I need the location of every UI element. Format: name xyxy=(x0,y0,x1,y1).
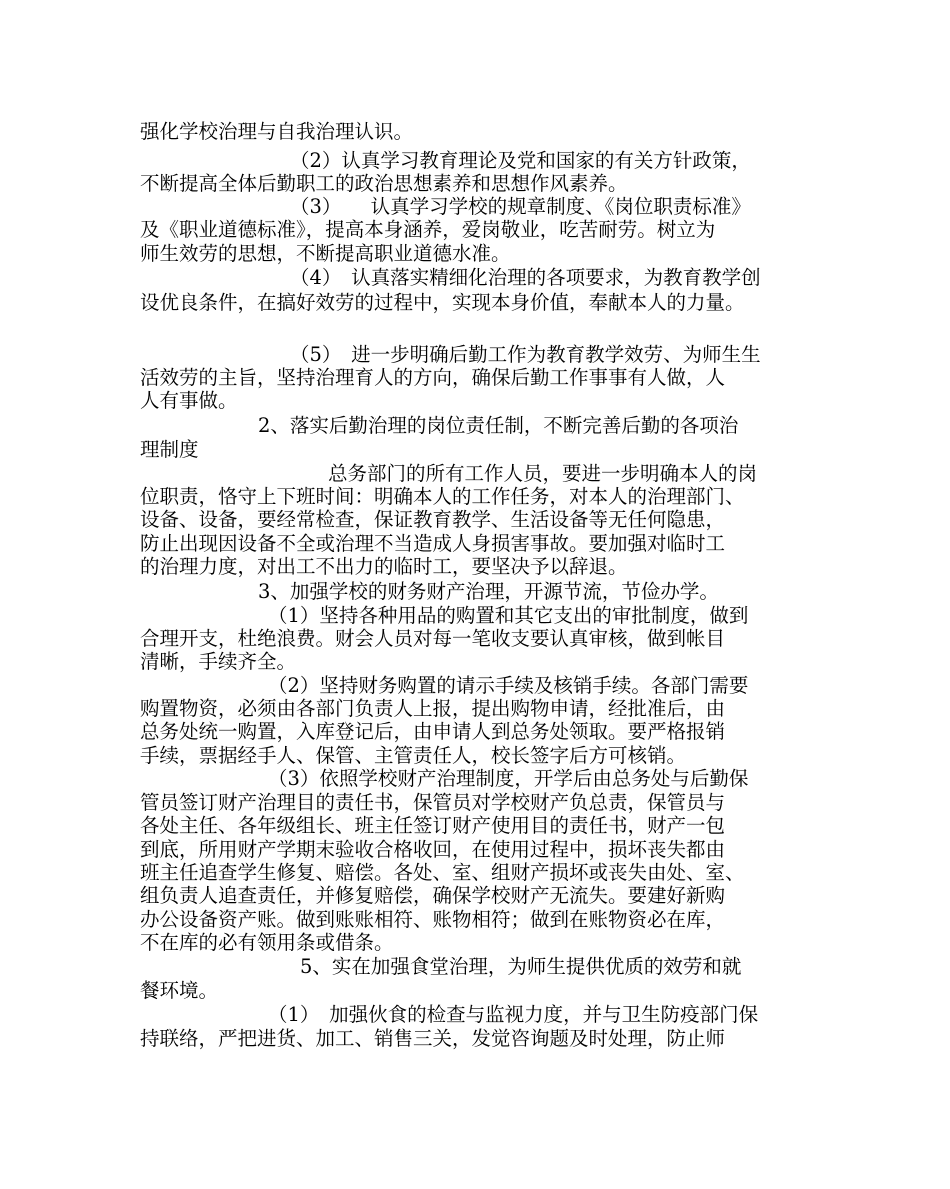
text-line: 手续，票据经手人、保管、主管责任人，校长签字后方可核销。 xyxy=(140,744,687,767)
text-line: 合理开支，杜绝浪费。财会人员对每一笔收支要认真审核，做到帐目 xyxy=(140,627,726,650)
text-line: （1） 加强伙食的检查与监视力度，并与卫生防疫部门保 xyxy=(268,1003,759,1026)
text-line: 到底，所用财产学期末验收合格收回，在使用过程中，损坏丧失都由 xyxy=(140,838,726,861)
text-line: （2）认真学习教育理论及党和国家的有关方针政策， xyxy=(290,149,751,172)
text-line: 各处主任、各年级组长、班主任签订财产使用目的责任书，财产一包 xyxy=(140,814,726,837)
text-line: （2）坚持财务购置的请示手续及核销手续。各部门需要 xyxy=(268,674,749,697)
text-line: 设优良条件，在搞好效劳的过程中，实现本身价值，奉献本人的力量。 xyxy=(140,291,745,314)
text-line: 师生效劳的思想，不断提高职业道德水准。 xyxy=(140,242,511,265)
text-line: 不断提高全体后勤职工的政治思想素养和思想作风素养。 xyxy=(140,172,628,195)
text-line: （1）坚持各种用品的购置和其它支出的审批制度，做到 xyxy=(268,604,749,627)
text-line: 的治理力度，对出工不出力的临时工，要坚决予以辞退。 xyxy=(140,555,628,578)
text-line: 办公设备资产账。做到账账相符、账物相符；做到在账物资必在库， xyxy=(140,908,726,931)
text-line: （5） 进一步明确后勤工作为教育教学效劳、为师生生 xyxy=(290,343,761,366)
text-line: 清晰，手续齐全。 xyxy=(140,650,297,673)
text-line: 活效劳的主旨，坚持治理育人的方向，确保后勤工作事事有人做，人 xyxy=(140,366,726,389)
text-line: 及《职业道德标准》，提高本身涵养，爱岗敬业，吃苦耐劳。树立为 xyxy=(140,218,716,241)
text-line: （4） 认真落实精细化治理的各项要求，为教育教学创 xyxy=(290,266,761,289)
text-line: 持联络，严把进货、加工、销售三关，发觉咨询题及时处理，防止师 xyxy=(140,1027,726,1050)
text-line: 3、加强学校的财务财产治理，开源节流，节俭办学。 xyxy=(258,580,719,603)
text-line: 组负责人追查责任，并修复赔偿，确保学校财产无流失。要建好新购 xyxy=(140,884,726,907)
text-line: 人有事做。 xyxy=(140,389,238,412)
text-line: 总务部门的所有工作人员，要进一步明确本人的岗 xyxy=(328,462,758,485)
text-line: 管员签订财产治理目的责任书，保管员对学校财产负总责，保管员与 xyxy=(140,791,726,814)
text-line: 不在库的必有领用条或借条。 xyxy=(140,931,394,954)
text-line: 5、实在加强食堂治理，为师生提供优质的效劳和就 xyxy=(300,955,742,978)
text-line: 防止出现因设备不全或治理不当造成人身损害事故。要加强对临时工 xyxy=(140,532,726,555)
text-line: 班主任追查学生修复、赔偿。各处、室、组财产损坏或丧失由处、室、 xyxy=(140,861,745,884)
text-line: 设备、设备，要经常检查，保证教育教学、生活设备等无任何隐患， xyxy=(140,508,726,531)
text-line: 强化学校治理与自我治理认识。 xyxy=(140,120,414,143)
text-line: 购置物资，必须由各部门负责人上报，提出购物申请，经批准后，由 xyxy=(140,697,726,720)
text-line: 理制度 xyxy=(140,438,199,461)
text-line: 餐环境。 xyxy=(140,979,219,1002)
text-line: （3）依照学校财产治理制度，开学后由总务处与后勤保 xyxy=(268,767,749,790)
text-line: 2、落实后勤治理的岗位责任制，不断完善后勤的各项治 xyxy=(258,414,739,437)
text-line: （3） 认真学习学校的规章制度、《岗位职责标准》 xyxy=(290,195,751,218)
text-line: 总务处统一购置，入库登记后，由申请人到总务处领取。要严格报销 xyxy=(140,720,726,743)
text-line: 位职责，恪守上下班时间：明确本人的工作任务，对本人的治理部门、 xyxy=(140,485,745,508)
